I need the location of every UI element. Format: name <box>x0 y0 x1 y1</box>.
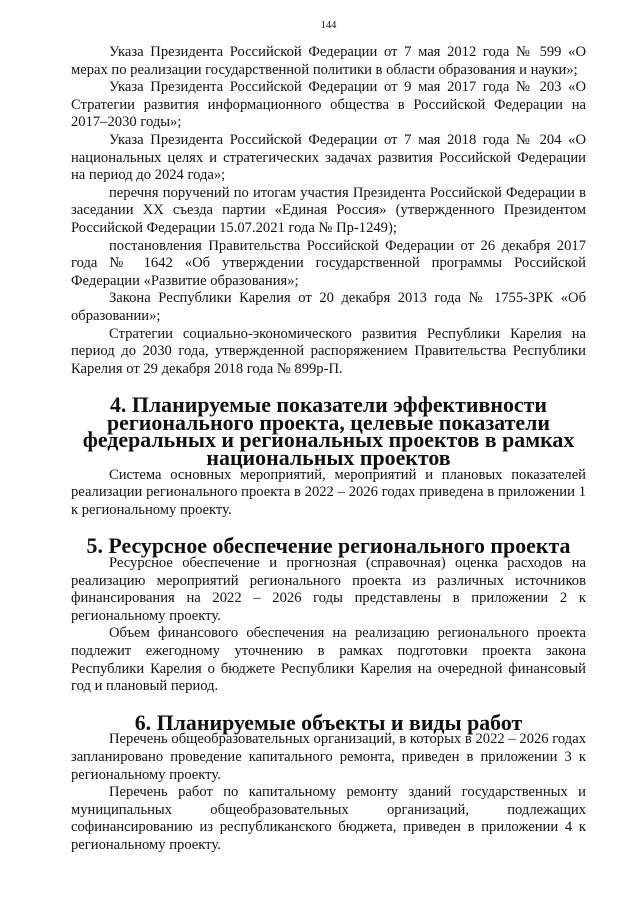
section-5-heading: 5. Ресурсное обеспечение регионального проекта <box>86 533 571 559</box>
section-6-paragraph: Перечень общеобразовательных организаций, в которых в 2022 – 2026 годах запланировано проведение капитального ремонта, приведен в приложении 3 к региональному проекту. <box>71 731 586 783</box>
legal-basis-item: перечня поручений по итогам участия Президента Российской Федерации в заседании XX съезда партии «Единая Россия» (утвержденного Президентом Российской Федерации 15.07.2021 года № Пр-1249); <box>71 184 586 236</box>
legal-basis-list <box>71 44 586 378</box>
legal-basis-item: постановления Правительства Российской Федерации от 26 декабря 2017 года № 1642 «Об утверждении государственной программы Российской Федерации «Развитие образования»; <box>71 237 586 289</box>
section-5 <box>71 533 586 695</box>
section-6 <box>71 709 586 855</box>
legal-basis-item: Стратегии социально-экономического развития Республики Карелия на период до 2030 года, утвержденной распоряжением Правительства Республики Карелия от 29 декабря 2018 года № 899р-П. <box>71 325 586 377</box>
section-5-paragraph: Ресурсное обеспечение и прогнозная (справочная) оценка расходов на реализацию мероприятий регионального проекта из различных источников финансирования на 2022 – 2026 годы представлены в приложении 2 к региональному проекту. <box>71 555 586 624</box>
legal-basis-item: Указа Президента Российской Федерации от 9 мая 2017 года № 203 «О Стратегии развития информационного общества в Российской Федерации на 2017–2030 годы»; <box>71 79 586 131</box>
section-4 <box>71 392 586 519</box>
legal-basis-item: Указа Президента Российской Федерации от 7 мая 2012 года № 599 «О мерах по реализации государственной политики в области образования и науки»; <box>71 44 586 78</box>
section-6-heading: 6. Планируемые объекты и виды работ <box>134 709 523 735</box>
section-6-paragraph: Перечень работ по капитальному ремонту зданий государственных и муниципальных общеобразовательных организаций, подлежащих софинансированию из республиканского бюджета, приведен в приложении 4 к региональному проекту. <box>71 784 586 853</box>
section-4-heading: 4. Планируемые показатели эффективности регионального проекта, целевые показатели федеральных и региональных проектов в рамках национальных проектов <box>82 392 575 471</box>
legal-basis-item: Указа Президента Российской Федерации от 7 мая 2018 года № 204 «О национальных целях и стратегических задачах развития Российской Федерации на период до 2024 года»; <box>71 131 586 184</box>
page-number: 144 <box>320 20 337 31</box>
section-5-paragraph: Объем финансового обеспечения на реализацию регионального проекта подлежит ежегодному уточнению в рамках подготовки проекта закона Республики Карелия о бюджете Республики Карелия на очередной финансовый год и плановый период. <box>71 625 586 695</box>
section-4-paragraph: Система основных мероприятий, мероприятий и плановых показателей реализации регионального проекта в 2022 – 2026 годах приведена в приложении 1 к региональному проекту. <box>71 466 586 518</box>
legal-basis-item: Закона Республики Карелия от 20 декабря 2013 года № 1755-ЗРК «Об образовании»; <box>71 290 586 324</box>
